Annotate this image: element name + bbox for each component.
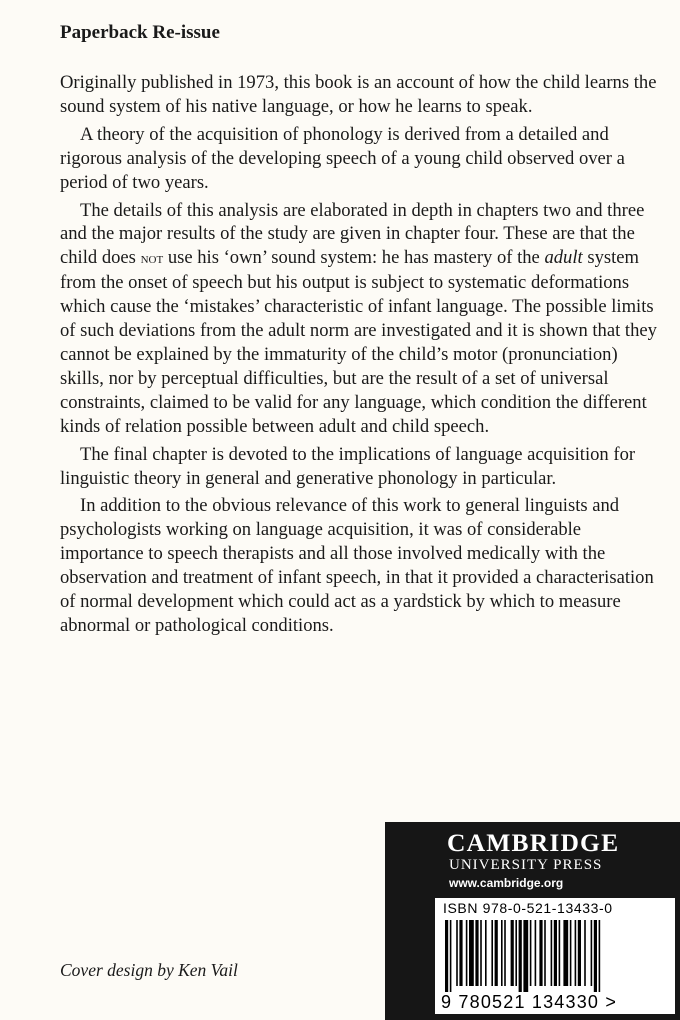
barcode-bar: [599, 920, 601, 992]
barcode-bar: [551, 920, 553, 986]
blurb-paragraph-4: The final chapter is devoted to the implications of language acquisition for linguistic theory in general and generative phonology in particular.: [60, 443, 636, 489]
publisher-logo-subname: UNIVERSITY PRESS: [449, 857, 603, 873]
barcode-icon: [445, 920, 655, 992]
emphasis-not: not: [140, 250, 164, 268]
cover-design-credit: Cover design by Ken Vail: [60, 960, 238, 980]
barcode-bar: [544, 920, 546, 986]
blurb-paragraph-2: A theory of the acquisition of phonology is derived from a detailed and rigorous analysis of the developing speech of a young child observed over a period of two years.: [60, 123, 625, 193]
barcode-bar: [450, 920, 452, 992]
barcode-bar: [466, 920, 468, 986]
barcode-bar: [523, 920, 528, 992]
publisher-logo-name: CAMBRIDGE: [447, 828, 620, 857]
barcode-bar: [469, 920, 474, 986]
barcode-bar: [519, 920, 522, 992]
barcode-digits: 9 780521 134330 >: [441, 992, 618, 1012]
barcode-bar: [584, 920, 586, 986]
publisher-panel: [385, 822, 680, 1020]
barcode-bar: [539, 920, 542, 986]
barcode-bar: [559, 920, 561, 986]
barcode-bar: [456, 920, 458, 986]
barcode-bar: [491, 920, 493, 986]
barcode-bar: [530, 920, 532, 986]
barcode-bar: [563, 920, 568, 986]
barcode-bar: [575, 920, 577, 986]
barcode-bar: [515, 920, 517, 986]
barcode-bar: [475, 920, 478, 986]
barcode-bar: [480, 920, 482, 986]
barcode-bar: [511, 920, 514, 986]
barcode-bar: [504, 920, 506, 986]
barcode-box: [435, 898, 675, 1014]
blurb-text: [60, 71, 660, 638]
barcode-bar: [594, 920, 597, 992]
publisher-url: www.cambridge.org: [449, 876, 564, 890]
barcode-bar: [535, 920, 537, 986]
section-heading: Paperback Re-issue: [60, 22, 220, 43]
barcode-bar: [554, 920, 557, 986]
barcode-bar: [485, 920, 487, 986]
barcode-bar: [591, 920, 593, 986]
barcode-bar: [445, 920, 448, 992]
barcode-bar: [495, 920, 498, 986]
barcode-bar: [570, 920, 572, 986]
emphasis-adult: adult: [544, 247, 583, 269]
barcode-bar: [501, 920, 503, 986]
barcode-bar: [578, 920, 581, 986]
isbn-label: ISBN 978-0-521-13433-0: [443, 900, 613, 916]
blurb-paragraph-5: In addition to the obvious relevance of this work to general linguists and psychologists working on language acquisition, it was of considerable importance to speech therapists and all those involved medically with the observation and treatment of infant speech, in that it provided a characterisation of normal development which could act as a yardstick by which to measure abnormal or pathological conditions.: [60, 495, 654, 636]
blurb-paragraph-1: Originally published in 1973, this book is an account of how the child learns the sound system of his native language, or how he learns to speak.: [60, 72, 657, 117]
blurb-paragraph-3: The details of this analysis are elaborated in depth in chapters two and three and the major results of the study are given in chapter four. These are that the child does not use his ‘own’ sound system: he has mastery of the adult system from the onset of speech but his output is subject to systematic deformations which cause the ‘mistakes’ characteristic of infant language. The possible limits of such deviations from the adult norm are investigated and it is shown that they cannot be explained by the immaturity of the child’s motor (pronunciation) skills, nor by perceptual difficulties, but are the result of a set of universal constraints, claimed to be valid for any language, which condition the different kinds of relation possible between adult and child speech.: [60, 199, 657, 437]
barcode-bar: [459, 920, 462, 986]
